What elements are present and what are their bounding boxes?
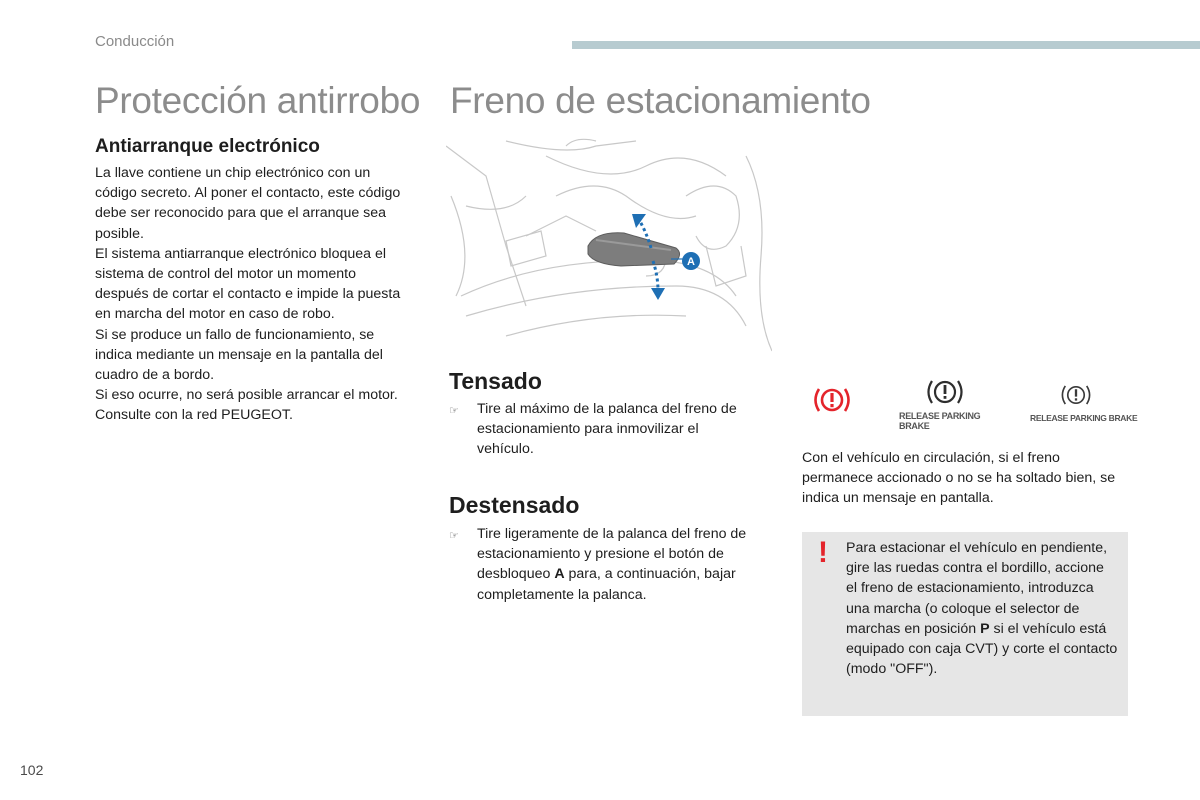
parking-brake-warning-lamp-icon bbox=[812, 383, 852, 422]
parking-brake-lever-illustration bbox=[446, 136, 772, 356]
paragraph: Si eso ocurre, no será posible arrancar el motor. Consulte con la red PEUGEOT. bbox=[95, 387, 398, 424]
paragraph: Si se produce un fallo de funcionamiento, se indica mediante un mensaje en la pantalla del cuadro de a bordo. bbox=[95, 326, 383, 384]
warning-exclamation-icon: ! bbox=[818, 536, 828, 569]
immobiliser-text bbox=[95, 163, 413, 426]
parking-brake-lever-icon bbox=[446, 136, 772, 356]
lamp-label-release-1: RELEASE PARKING BRAKE bbox=[899, 411, 981, 431]
destensado-text: Tire ligeramente de la palanca del freno de estacionamiento y presione el botón de desbloqueo A para, a continuación, bajar completamente la palanca. bbox=[477, 526, 747, 603]
heading-destensado: Destensado bbox=[449, 492, 580, 518]
page-number: 102 bbox=[20, 762, 44, 778]
lamp-label-release-2: RELEASE PARKING BRAKE bbox=[1030, 413, 1138, 423]
page-title-antitheft: Protección antirrobo bbox=[95, 80, 421, 121]
paragraph: La llave contiene un chip electrónico con un código secreto. Al poner el contacto, este código debe ser reconocido para que el arranque sea posible. bbox=[95, 165, 401, 242]
subtitle-immobiliser: Antiarranque electrónico bbox=[95, 136, 320, 157]
parking-brake-lamp-icon-display bbox=[925, 375, 965, 414]
section-label: Conducción bbox=[95, 33, 175, 50]
header-accent-bar bbox=[572, 41, 1200, 49]
parking-brake-lamp-icon-small bbox=[1059, 381, 1093, 414]
tensado-item bbox=[449, 399, 749, 460]
warning-box bbox=[802, 532, 1128, 716]
arrow-bullet-icon: ☞ bbox=[449, 530, 459, 542]
brake-lever-shape bbox=[588, 233, 680, 266]
info-text: Con el vehículo en circulación, si el freno permanece accionado o no se ha soltado bien, se indica un mensaje en pantalla. bbox=[802, 450, 1116, 507]
arrow-bullet-icon: ☞ bbox=[449, 405, 459, 417]
callout-a: A bbox=[687, 256, 695, 268]
page-title-parking-brake: Freno de estacionamiento bbox=[450, 80, 871, 121]
tensado-text: Tire al máximo de la palanca del freno de estacionamiento para inmovilizar el vehículo. bbox=[477, 401, 737, 458]
warning-text: Para estacionar el vehículo en pendiente, gire las ruedas contra el bordillo, accione el freno de estacionamiento, introduzca una marcha (o coloque el selector de marchas en posición P si el vehículo está equipado con caja CVT) y corte el contacto (modo "OFF"). bbox=[846, 540, 1118, 678]
destensado-item bbox=[449, 524, 771, 605]
heading-tensado: Tensado bbox=[449, 368, 542, 394]
paragraph: El sistema antiarranque electrónico bloquea el sistema de control del motor un momento después de cortar el contacto e impide la puesta en marcha del motor en caso de robo. bbox=[95, 245, 401, 323]
